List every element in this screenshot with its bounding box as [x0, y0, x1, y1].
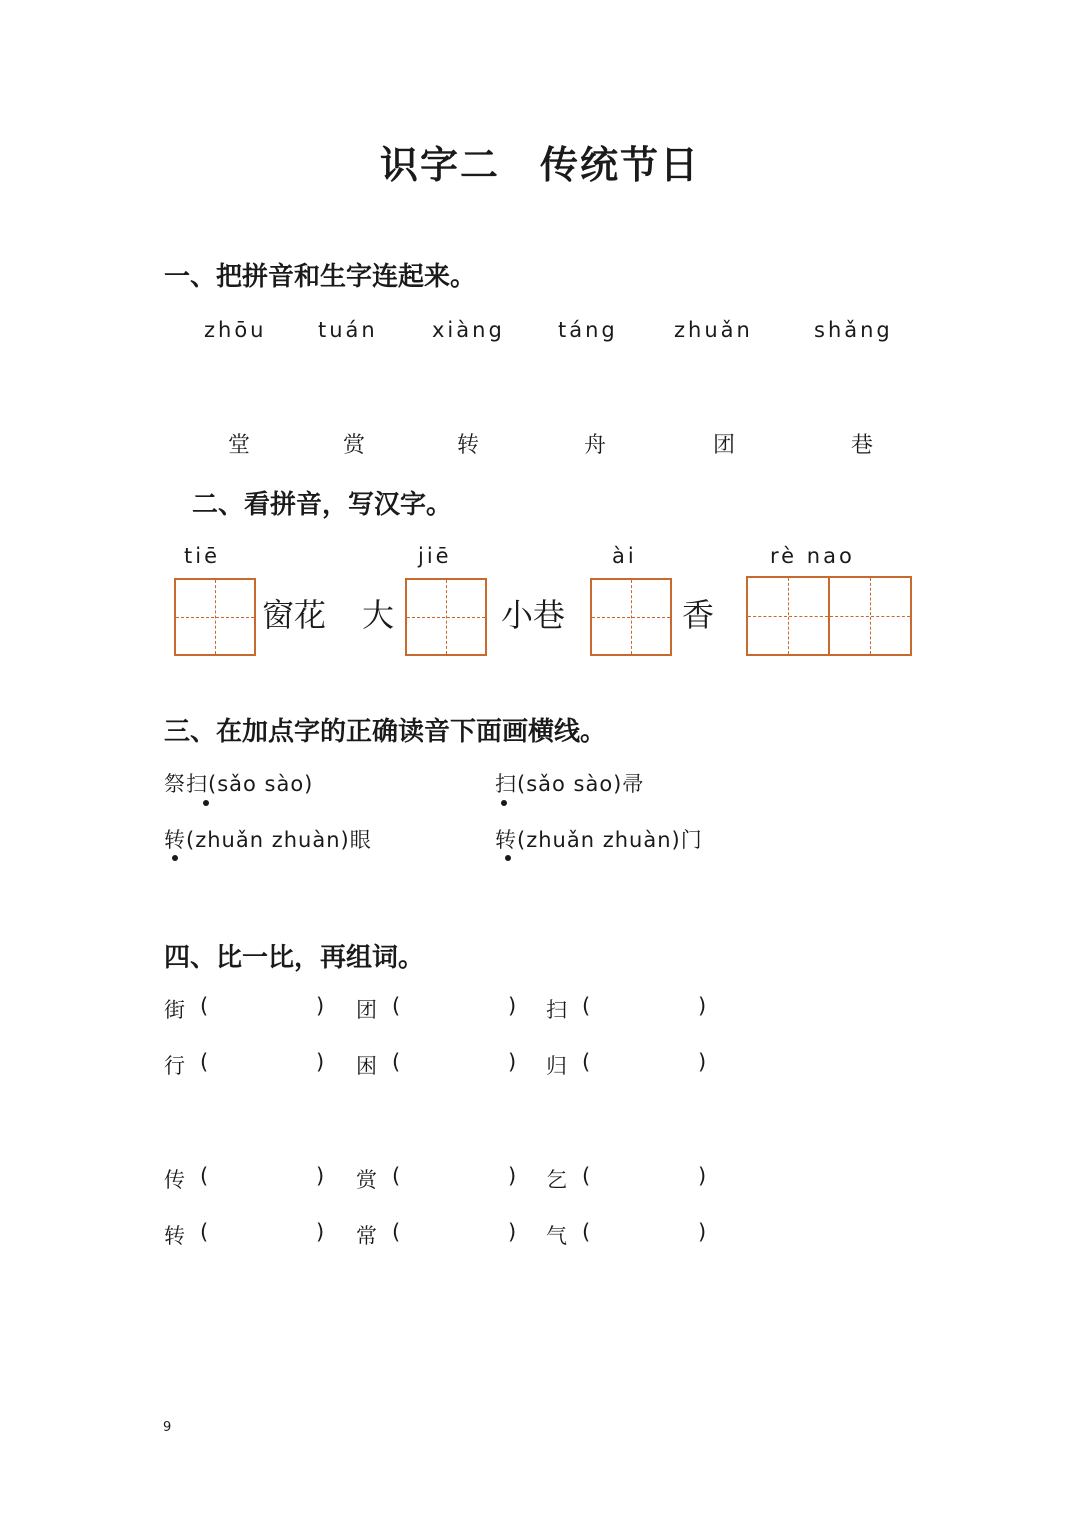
compare-char: 归 [546, 1054, 567, 1078]
close-paren: ) [316, 1050, 325, 1074]
compare-char: 常 [356, 1224, 377, 1248]
close-paren: ) [508, 1220, 517, 1244]
writing-box-jie[interactable] [405, 578, 487, 656]
open-paren: ( [200, 1164, 209, 1188]
writing-box-re[interactable] [746, 576, 830, 656]
compare-char: 街 [164, 998, 185, 1022]
close-paren: ) [698, 994, 707, 1018]
open-paren: ( [392, 1050, 401, 1074]
compare-char: 赏 [356, 1168, 377, 1192]
pinyin-xiang: xiàng [432, 318, 505, 342]
word-xiaoxiang: 小巷 [501, 596, 566, 634]
pinyin-shang: shǎng [814, 318, 893, 342]
close-paren: ) [698, 1050, 707, 1074]
word-xiang: 香 [682, 596, 715, 634]
char-zhuan: 转 [457, 433, 480, 458]
word-chuanghua: 窗花 [262, 596, 327, 634]
char-tang: 堂 [228, 433, 251, 458]
compare-char: 转 [164, 1224, 185, 1248]
close-paren: ) [698, 1164, 707, 1188]
compare-char: 行 [164, 1054, 185, 1078]
writing-box-ai[interactable] [590, 578, 672, 656]
word-da: 大 [362, 596, 395, 634]
open-paren: ( [200, 994, 209, 1018]
open-paren: ( [200, 1050, 209, 1074]
close-paren: ) [316, 994, 325, 1018]
open-paren: ( [582, 994, 591, 1018]
close-paren: ) [508, 1164, 517, 1188]
emphasis-dot [505, 855, 511, 861]
emphasis-dot [172, 855, 178, 861]
page-number: 9 [163, 1420, 172, 1435]
pinyin-zhuan: zhuǎn [674, 318, 753, 342]
writing-box-tie[interactable] [174, 578, 256, 656]
pinyin-tuan: tuán [318, 318, 378, 342]
pinyin-renao: rè nao [770, 544, 855, 568]
close-paren: ) [698, 1220, 707, 1244]
open-paren: ( [582, 1220, 591, 1244]
pinyin-tang: táng [558, 318, 618, 342]
open-paren: ( [582, 1050, 591, 1074]
close-paren: ) [508, 994, 517, 1018]
compare-char: 团 [356, 998, 377, 1022]
item-zhuanmen: 转(zhuǎn zhuàn)门 [495, 828, 703, 852]
item-zhuanyan: 转(zhuǎn zhuàn)眼 [164, 828, 372, 852]
open-paren: ( [392, 1220, 401, 1244]
pinyin-zhou: zhōu [204, 318, 267, 342]
pinyin-ai: ài [612, 544, 637, 568]
emphasis-dot [203, 800, 209, 806]
compare-char: 传 [164, 1168, 185, 1192]
char-shang: 赏 [343, 433, 366, 458]
open-paren: ( [392, 1164, 401, 1188]
open-paren: ( [392, 994, 401, 1018]
compare-char: 乞 [546, 1168, 567, 1192]
item-saozhou: 扫(sǎo sào)帚 [495, 772, 645, 796]
char-zhou: 舟 [584, 433, 607, 458]
compare-char: 扫 [546, 998, 567, 1022]
page-title: 识字二 传统节日 [379, 143, 700, 187]
pinyin-tie: tiē [184, 544, 220, 568]
section-3-heading: 三、在加点字的正确读音下面画横线。 [164, 717, 607, 747]
close-paren: ) [316, 1164, 325, 1188]
emphasis-dot [501, 800, 507, 806]
compare-char: 气 [546, 1224, 567, 1248]
pinyin-jie: jiē [418, 544, 452, 568]
open-paren: ( [200, 1220, 209, 1244]
close-paren: ) [316, 1220, 325, 1244]
compare-char: 困 [356, 1054, 377, 1078]
open-paren: ( [582, 1164, 591, 1188]
char-xiang: 巷 [851, 433, 874, 458]
item-jisao: 祭扫(sǎo sào) [164, 772, 314, 796]
section-1-heading: 一、把拼音和生字连起来。 [164, 262, 477, 292]
close-paren: ) [508, 1050, 517, 1074]
char-tuan: 团 [713, 433, 736, 458]
section-4-heading: 四、比一比，再组词。 [164, 943, 425, 973]
writing-box-nao[interactable] [828, 576, 912, 656]
section-2-heading: 二、看拼音，写汉字。 [192, 490, 453, 520]
